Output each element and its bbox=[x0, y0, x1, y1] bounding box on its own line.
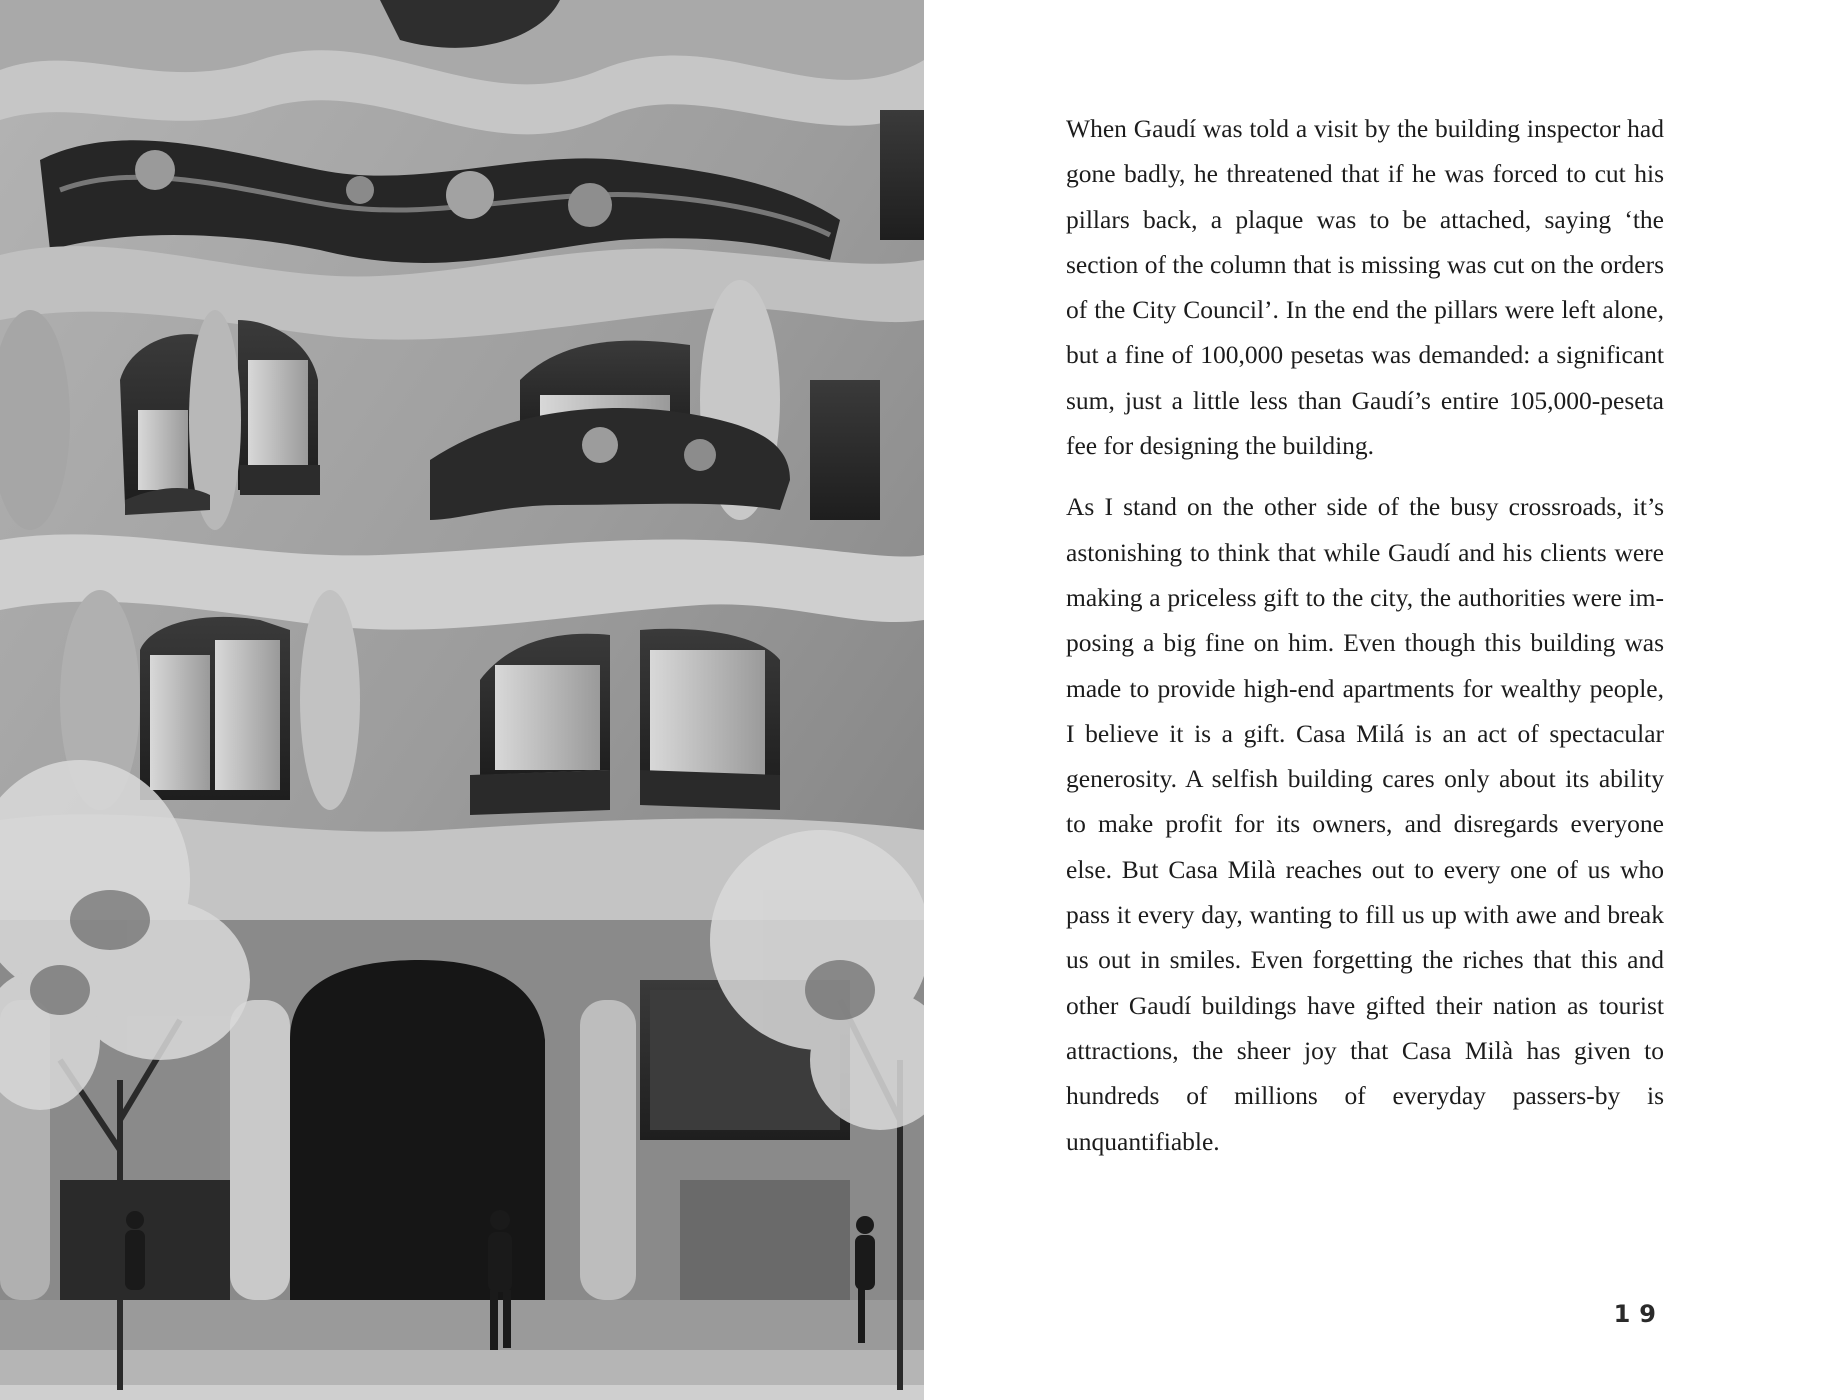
paragraph-2: As I stand on the other side of the busy crossroads, it’s astonishing to think that while Gaudí and his clients were making a priceless gift to the city, the authorities were imposing a big fine on him. Even though this building was made to provide high-end apartments for wealthy people, I believe it is a gift. Casa Milá is an act of spectacular generosity. A selfish building cares only about its ability to make profit for its owners, and disregards everyone else. But Casa Milà reaches out to every one of us who pass it every day, wanting to fill us up with awe and break us out in smiles. Even forgetting the riches that this and other Gaudí buildings have gifted their nation as tourist attractions, the sheer joy that Casa Milà has given to hundreds of millions of everyday passers-by is unquantifiable. bbox=[1066, 492, 1664, 1156]
text-page bbox=[924, 0, 1824, 1400]
body-text bbox=[1066, 106, 1664, 1180]
paragraph-1: When Gaudí was told a visit by the building inspector had gone badly, he threatened that if he was forced to cut his pillars back, a plaque was to be attached, saying ‘the section of the column that is missing was cut on the orders of the City Council’. In the end the pillars were left alone, but a fine of 100,000 pesetas was demanded: a significant sum, just a little less than Gaudí’s entire 105,000-peseta fee for designing the building. bbox=[1066, 114, 1664, 461]
page-number: 19 bbox=[1613, 1300, 1665, 1328]
